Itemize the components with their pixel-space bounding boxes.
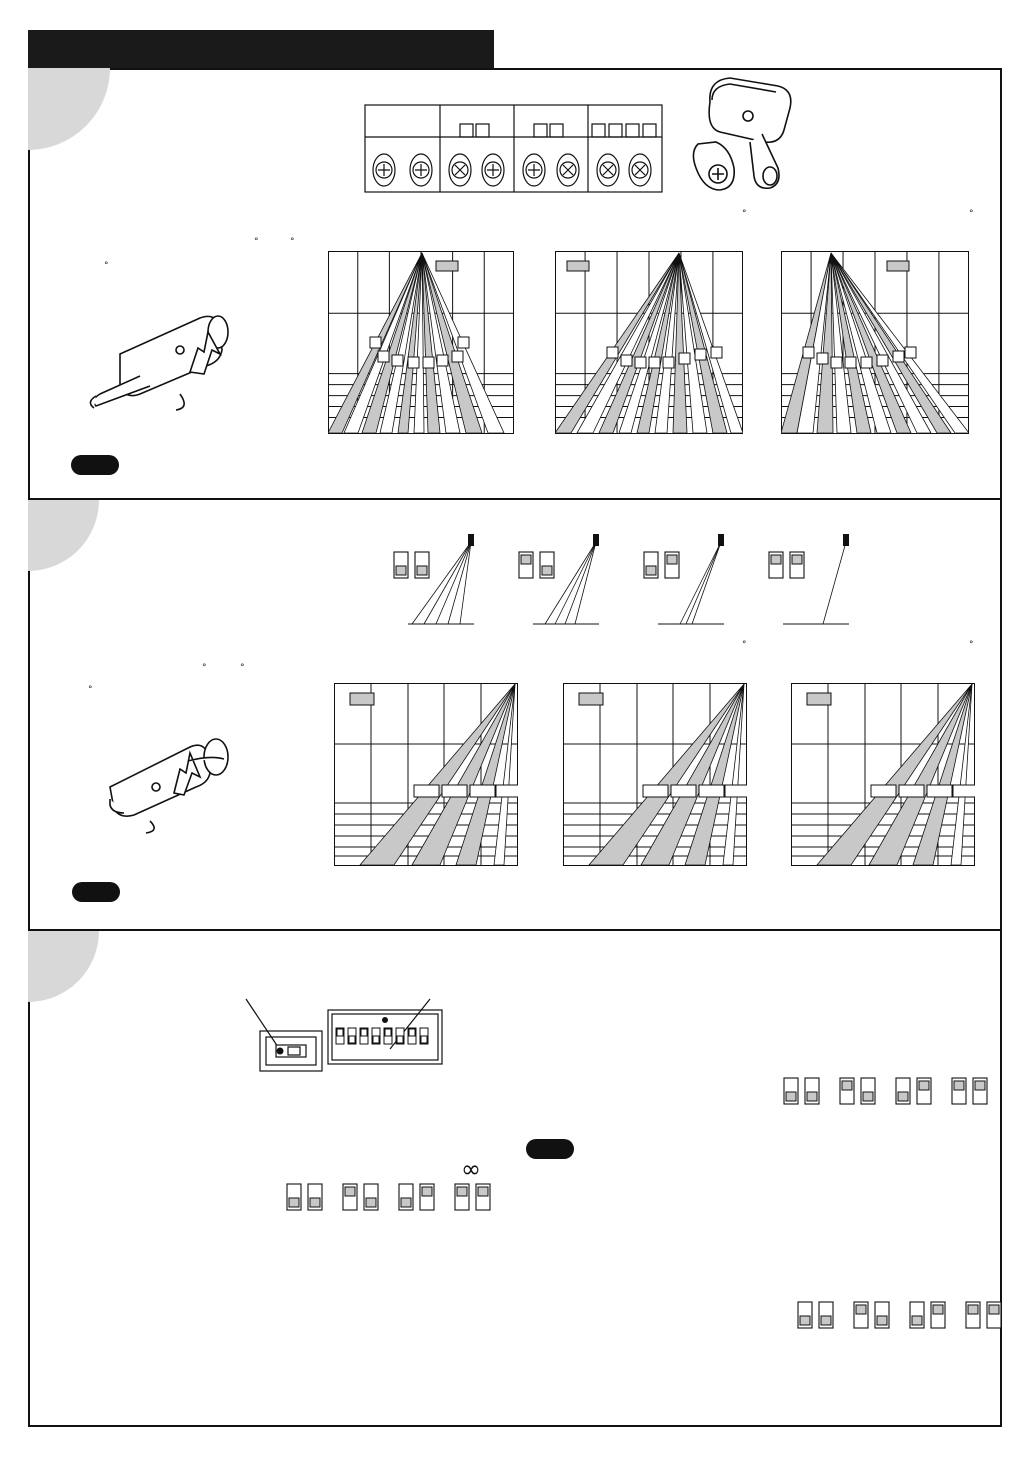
infinity-symbol: ∞ [461, 1155, 481, 1183]
zone-marker [663, 357, 674, 368]
chart-label-box [567, 261, 589, 271]
dip-switch-knob [771, 555, 781, 564]
degree-mark: ° [742, 640, 747, 650]
dip-switch-knob [289, 1198, 299, 1207]
dip-switch-knob [337, 1029, 343, 1036]
dip-switch-knob [385, 1029, 391, 1036]
dip-switch-knob [968, 1305, 978, 1314]
zone-marker [496, 785, 518, 797]
zone-marker [699, 785, 724, 797]
zone-marker [649, 357, 660, 368]
section-divider-2 [28, 929, 1002, 931]
degree-mark: ° [240, 663, 245, 673]
dip-switch-knob [877, 1316, 887, 1325]
dip-switch-knob [397, 1036, 403, 1043]
dip-switch-knob [786, 1092, 796, 1101]
chart-label-box [807, 693, 831, 705]
dip-switch-knob [975, 1081, 985, 1090]
degree-mark: ° [104, 261, 109, 271]
dip-switch-knob [310, 1198, 320, 1207]
dip-switch-knob [842, 1081, 852, 1090]
note-pill-3 [526, 1139, 574, 1159]
switch-set-2 [285, 1182, 495, 1214]
zone-marker [679, 353, 690, 364]
chart-label-box [436, 261, 458, 271]
degree-mark: ° [88, 685, 93, 695]
zone-marker [643, 785, 668, 797]
note-pill-2 [72, 882, 120, 902]
dip-switch-knob [856, 1305, 866, 1314]
sensor-illustration-2 [100, 725, 250, 835]
dip-switch-knob [457, 1187, 467, 1196]
zone-marker [458, 337, 469, 348]
zone-marker [803, 347, 814, 358]
zone-marker [695, 349, 706, 360]
dip-switch-knob [792, 555, 802, 564]
dip-switch-knob [933, 1305, 943, 1314]
coverage-chart-1 [328, 251, 514, 434]
zone-marker [452, 351, 463, 362]
zone-marker [711, 347, 722, 358]
dip-switch-knob [349, 1036, 355, 1043]
pattern-diagrams [390, 534, 860, 630]
zone-marker [845, 357, 856, 368]
sensor-marker [718, 534, 724, 546]
zone-marker [905, 347, 916, 358]
zone-marker [378, 351, 389, 362]
bracket-illustration [690, 72, 800, 202]
chart-label-box [579, 693, 603, 705]
zone-marker [877, 355, 888, 366]
dip-switch-knob [409, 1029, 415, 1036]
zone-marker [621, 355, 632, 366]
zone-marker [437, 355, 448, 366]
dip-switch-knob [800, 1316, 810, 1325]
dip-switch-knob [521, 555, 531, 564]
chart-label-box [350, 693, 374, 705]
dip-switch-knob [345, 1187, 355, 1196]
degree-mark: ° [290, 237, 295, 247]
zone-marker [414, 785, 439, 797]
degree-mark: ° [742, 209, 747, 219]
coverage-chart-2 [555, 251, 743, 434]
step-circle-3 [28, 931, 100, 1003]
step-circle-2 [28, 500, 100, 572]
chart-label-box [887, 261, 909, 271]
zone-marker [927, 785, 952, 797]
dip-switch-knob [396, 566, 406, 575]
zone-marker [370, 337, 381, 348]
side-view-chart-2 [563, 683, 747, 866]
dip-switch-knob [646, 566, 656, 575]
degree-mark: ° [969, 640, 974, 650]
dip-switch-knob [373, 1036, 379, 1043]
zone-marker [470, 785, 495, 797]
dip-switch-knob [361, 1029, 367, 1036]
dip-switch-knob [401, 1198, 411, 1207]
dip-switch-knob [366, 1198, 376, 1207]
zone-marker [442, 785, 467, 797]
dip-switch-knob [807, 1092, 817, 1101]
dip-switch-knob [421, 1036, 427, 1043]
switch-set-1 [782, 1076, 992, 1108]
dip-switch-knob [989, 1305, 999, 1314]
zone-marker [831, 357, 842, 368]
board-switches-diagram [240, 995, 450, 1075]
dip-switch-knob [422, 1187, 432, 1196]
zone-marker [817, 353, 828, 364]
step-circle-1 [28, 68, 118, 158]
zone-marker [671, 785, 696, 797]
switch-set-3 [796, 1300, 1006, 1332]
dip-switch-knob [542, 566, 552, 575]
dip-switch-knob [954, 1081, 964, 1090]
coverage-chart-3 [781, 251, 969, 434]
dip-switch-knob [898, 1092, 908, 1101]
section-divider-1 [28, 498, 1002, 500]
terminal-block-diagram [364, 104, 664, 194]
coverage-zone [831, 253, 969, 433]
sensor-illustration-1 [80, 310, 250, 420]
zone-marker [953, 785, 975, 797]
dip-switch-knob [912, 1316, 922, 1325]
zone-marker [871, 785, 896, 797]
zone-marker [893, 351, 904, 362]
zone-marker [408, 357, 419, 368]
zone-marker [423, 357, 434, 368]
zone-marker [635, 357, 646, 368]
dip-switch-knob [667, 555, 677, 564]
dip-switch-knob [478, 1187, 488, 1196]
sensor-marker [843, 534, 849, 546]
dip-switch-knob [919, 1081, 929, 1090]
degree-mark: ° [202, 663, 207, 673]
zone-marker [607, 347, 618, 358]
dip-switch-knob [821, 1316, 831, 1325]
side-view-chart-1 [334, 683, 518, 866]
side-view-chart-3 [791, 683, 975, 866]
header-bar [28, 30, 494, 68]
dip-switch-knob [863, 1092, 873, 1101]
degree-mark: ° [254, 237, 259, 247]
zone-marker [899, 785, 924, 797]
dip-switch-knob [417, 566, 427, 575]
zone-marker [392, 355, 403, 366]
zone-marker [861, 357, 872, 368]
degree-mark: ° [969, 209, 974, 219]
zone-marker [725, 785, 747, 797]
note-pill-1 [71, 455, 119, 475]
sensor-marker [593, 534, 599, 546]
